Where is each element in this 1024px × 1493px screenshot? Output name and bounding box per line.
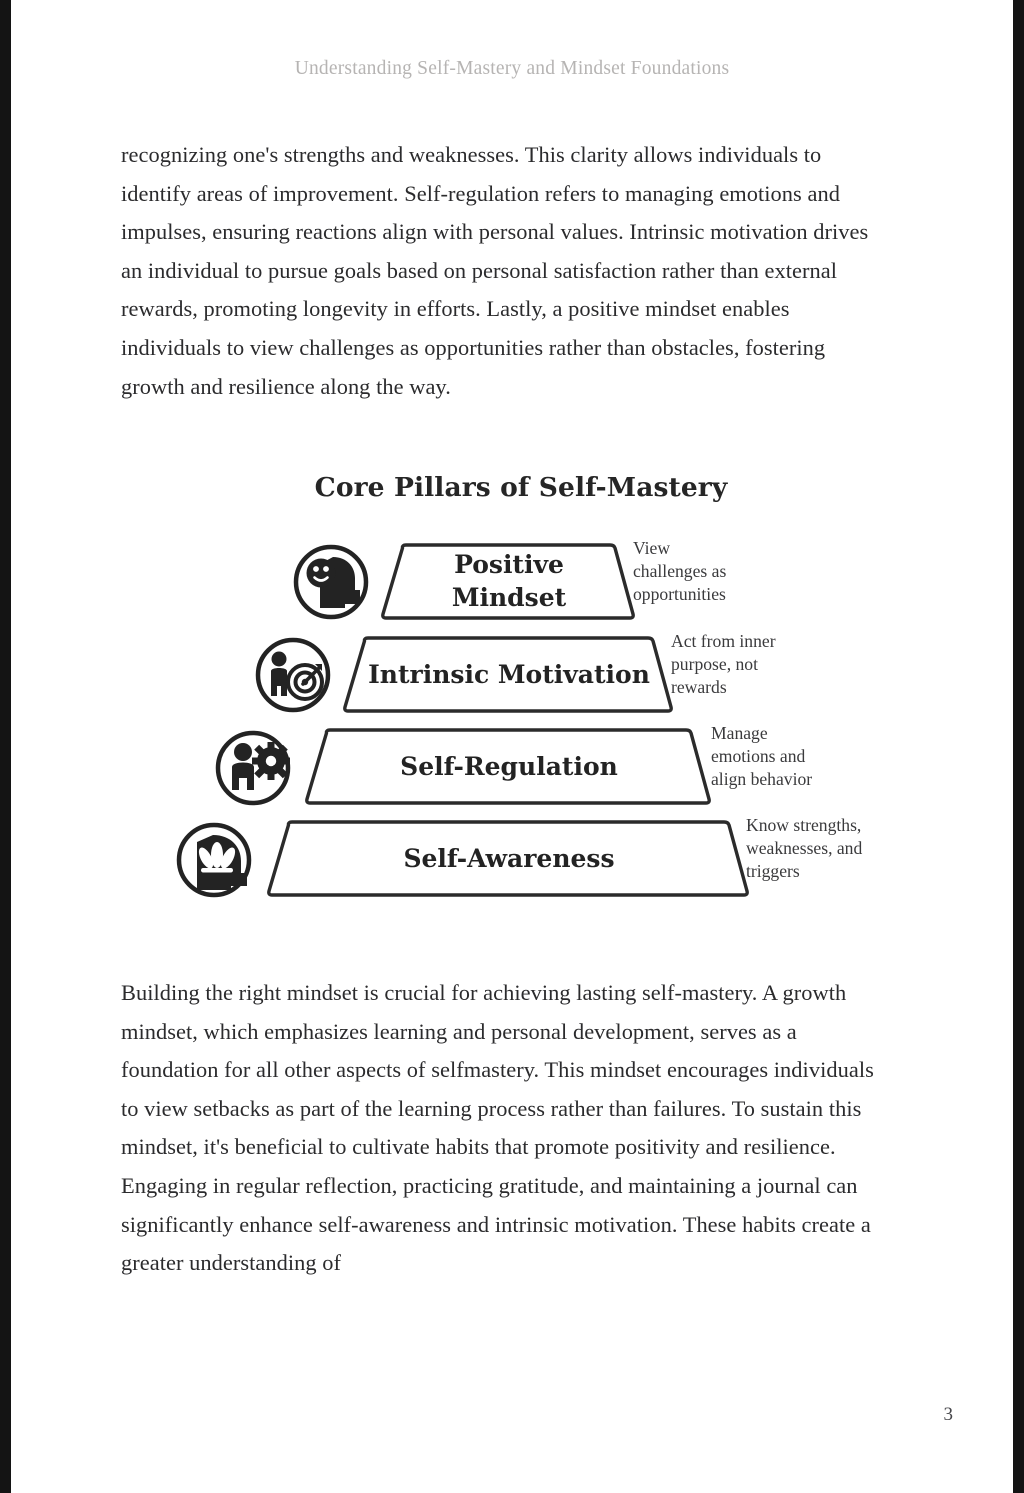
tier-annotation-3-line2: emotions and [711,746,806,766]
tier-label-2: Intrinsic Motivation [368,660,650,689]
tier-intrinsic-motivation [258,631,776,711]
core-pillars-figure [121,472,921,937]
tier-annotation-4-line2: weaknesses, and [746,838,863,858]
body-paragraph-2: Building the right mindset is crucial for achieving lasting self-mastery. A growth mindset, which emphasizes learning and personal development, serves as a foundation for all other aspects of selfmastery. This mindset encourages individuals to view setbacks as part of the learning process rather than failures. To sustain this mindset, it's beneficial to cultivate habits that promote positivity and resilience. Engaging in regular reflection, practicing gratitude, and maintaining a journal can significantly enhance self-awareness and intrinsic motivation. These habits create a greater understanding of [121,980,874,1276]
tier-annotation-2-line1: Act from inner [671,631,776,651]
person-target-icon [258,640,328,710]
person-gear-icon [218,733,290,803]
pyramid-diagram [121,524,921,934]
page-number: 3 [943,1404,953,1425]
tier-annotation-2-line2: purpose, not [671,654,758,674]
tier-label-1-line1: Positive [454,550,564,579]
tier-label-1-line2: Mindset [451,583,567,612]
figure-title: Core Pillars of Self-Mastery [314,472,728,503]
tier-annotation-3-line3: align behavior [711,769,813,789]
tier-annotation-1-line1: View [633,538,671,558]
tier-annotation-3-line1: Manage [711,723,768,743]
tier-annotation-4-line3: triggers [746,861,800,881]
right-edge-bar [1013,0,1024,1493]
head-smiley-icon [296,547,366,617]
tier-self-awareness [179,815,862,895]
body-paragraph-1: recognizing one's strengths and weaknesses. This clarity allows individuals to identify areas of improvement. Self-regulation refers to managing emotions and impulses, ensuring reactions align with personal values. Intrinsic motivation drives an individual to pursue goals based on personal satisfaction rather than external rewards, promoting longevity in efforts. Lastly, a positive mindset enables individuals to view challenges as opportunities rather than obstacles, fostering growth and resilience along the way. [121,142,869,399]
running-head: Understanding Self-Mastery and Mindset Foundations [294,58,730,79]
tier-annotation-1-line3: opportunities [633,584,726,604]
tier-annotation-4-line1: Know strengths, [746,815,862,835]
tier-annotation-1-line2: challenges as [633,561,727,581]
left-edge-bar [0,0,11,1493]
tier-self-regulation [218,723,812,803]
tier-annotation-2-line3: rewards [671,677,727,697]
tier-label-4: Self-Awareness [403,844,615,873]
tier-positive-mindset [296,538,726,618]
tier-label-3: Self-Regulation [400,752,618,781]
document-page [11,0,1013,1493]
head-lotus-icon [179,825,249,895]
